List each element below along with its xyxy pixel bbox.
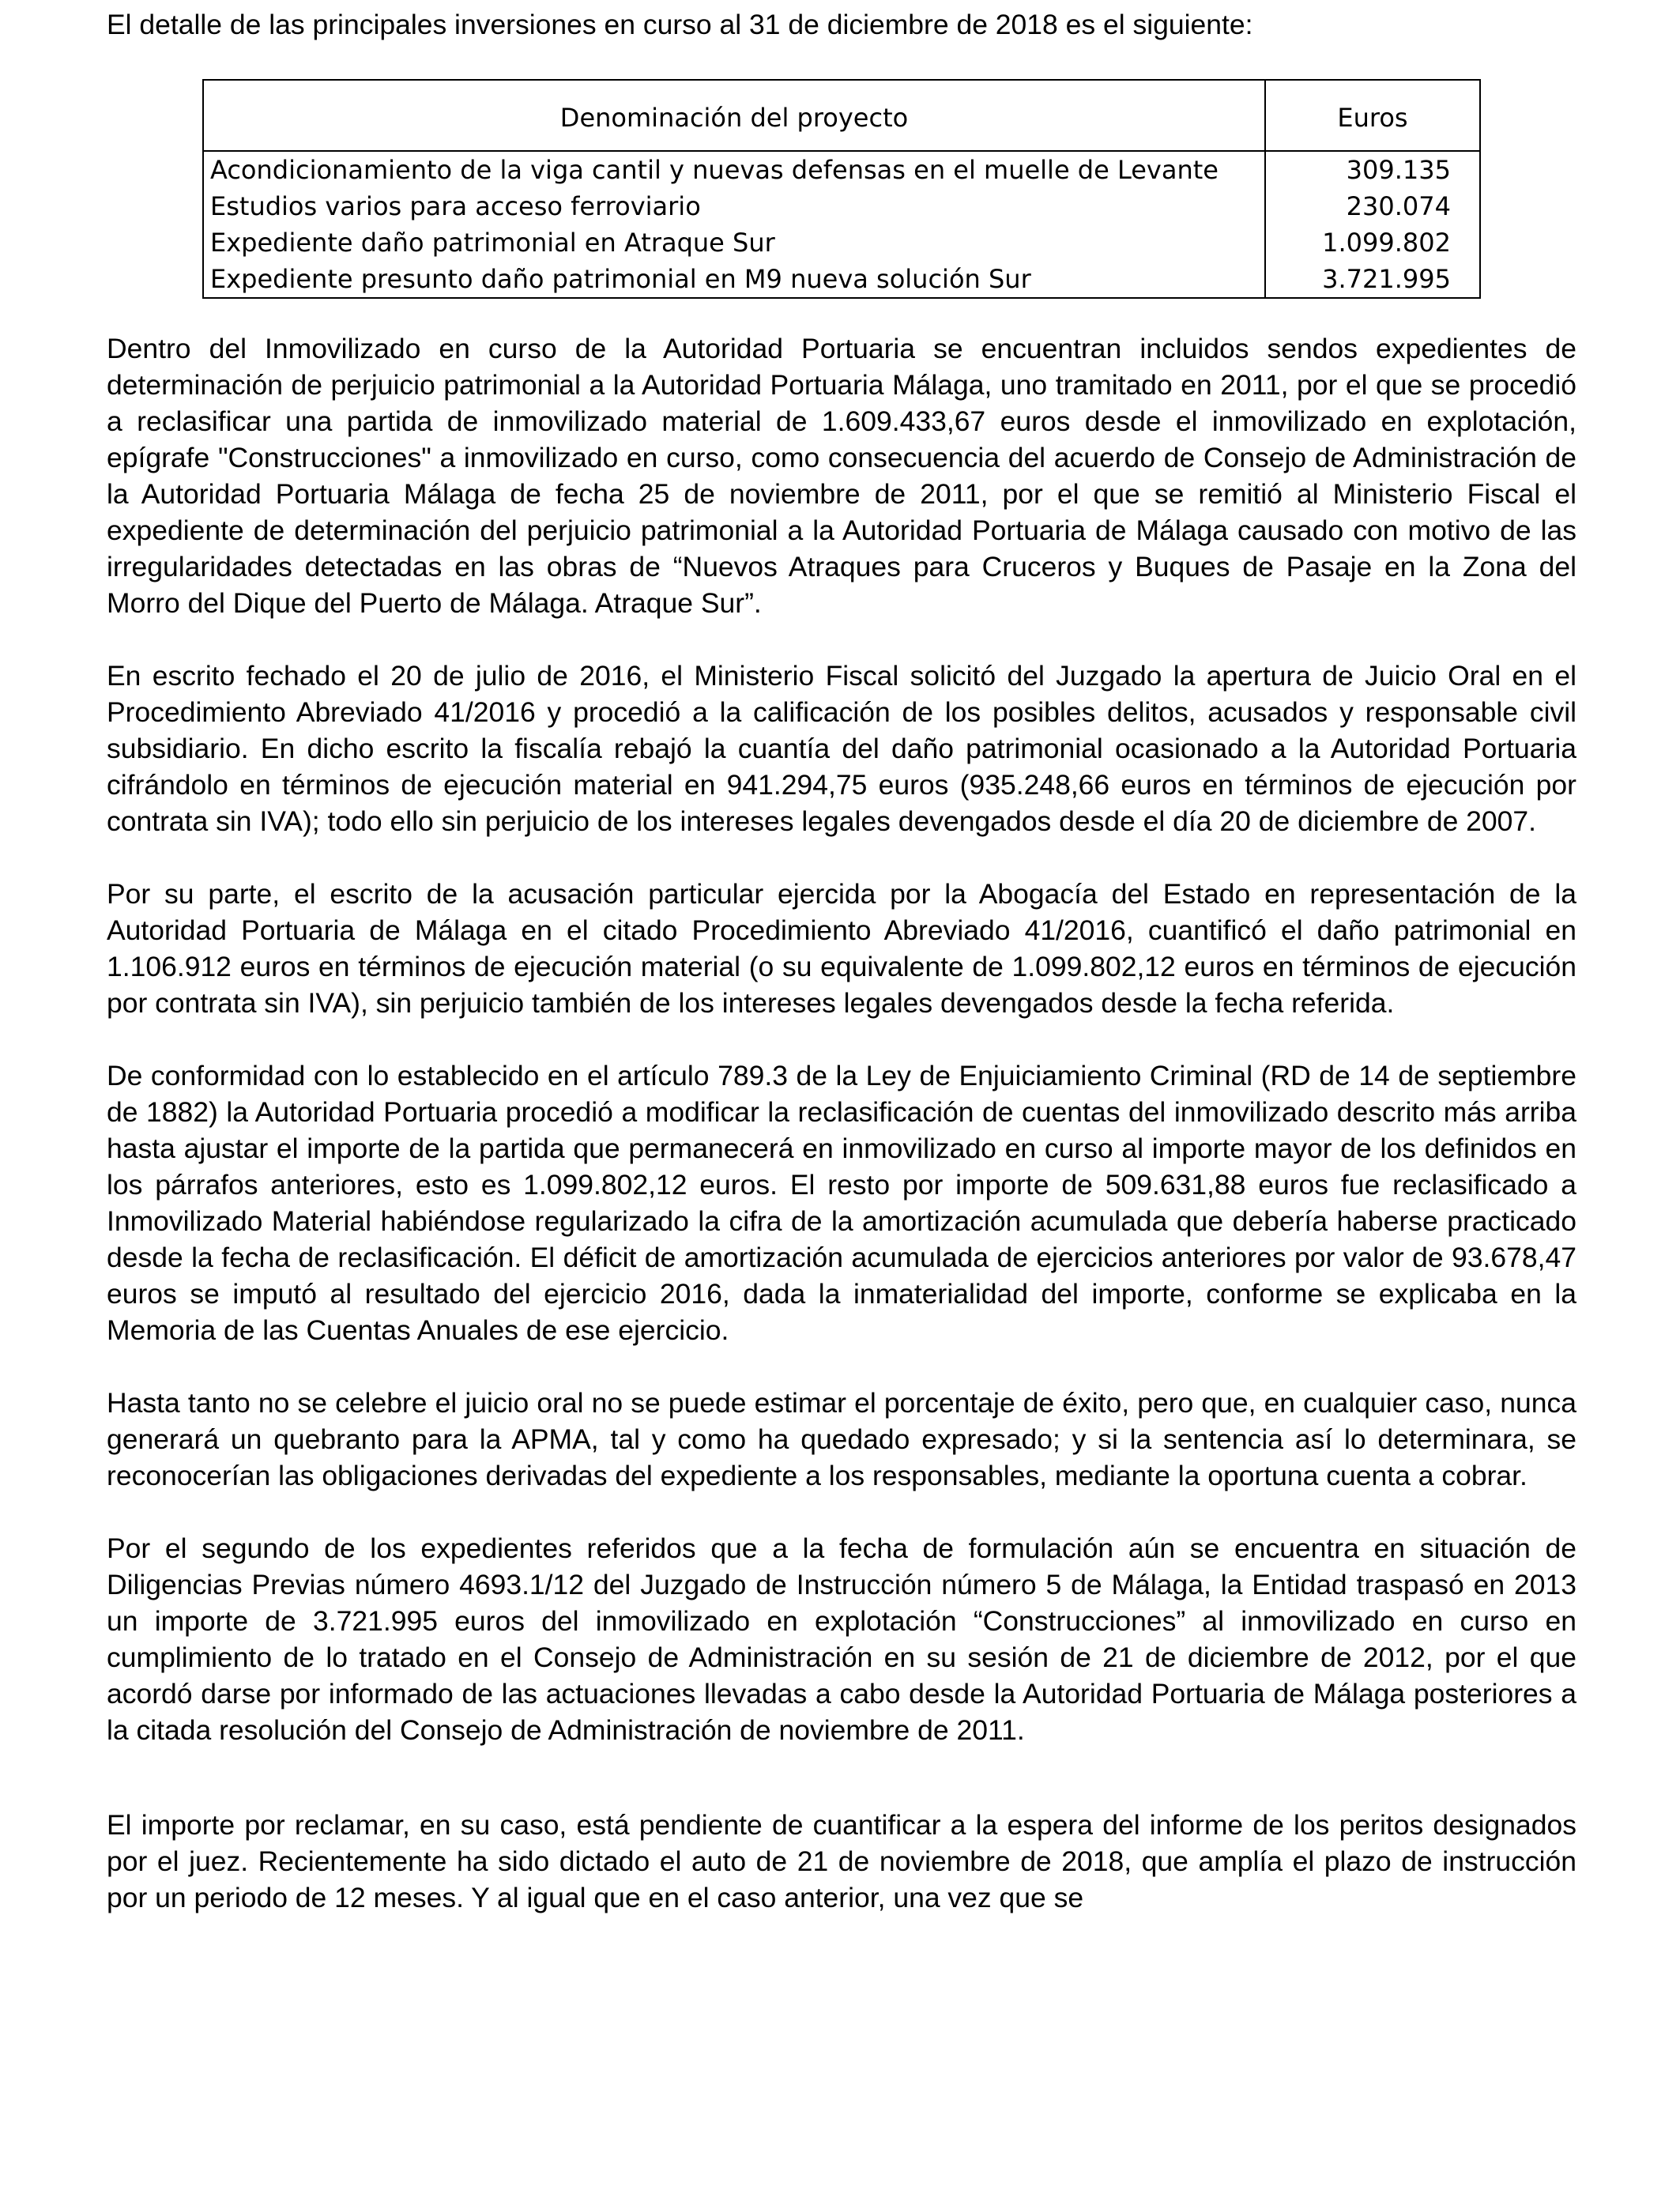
paragraph: Por su parte, el escrito de la acusación particular ejercida por la Abogacía del Estado en representación de la Autoridad Portuaria de Málaga en el citado Procedimiento Abreviado 41/2016, cuantificó el daño patrimonial en 1.106.912 euros en términos de ejecución material (o su equivalente de 1.099.802,12 euros en términos de ejecución por contrata sin IVA), sin perjuicio también de los intereses legales devengados desde la fecha referida.	[107, 878, 1576, 1019]
header-euros: Euros	[1265, 80, 1480, 151]
body-text	[107, 330, 1576, 1952]
project-name: Acondicionamiento de la viga cantil y nuevas defensas en el muelle de Levante	[203, 151, 1265, 188]
project-name: Expediente daño patrimonial en Atraque Sur	[203, 224, 1265, 261]
project-amount: 309.135	[1265, 151, 1480, 188]
project-name: Estudios varios para acceso ferroviario	[203, 188, 1265, 224]
header-project-name: Denominación del proyecto	[203, 80, 1265, 151]
paragraph: En escrito fechado el 20 de julio de 2016, el Ministerio Fiscal solicitó del Juzgado la apertura de Juicio Oral en el Procedimiento Abreviado 41/2016 y procedió a la calificación de los posibles delitos, acusados y responsable civil subsidiario. En dicho escrito la fiscalía rebajó la cuantía del daño patrimonial ocasionado a la Autoridad Portuaria cifrándolo en términos de ejecución material en 941.294,75 euros (935.248,66 euros en términos de ejecución por contrata sin IVA); todo ello sin perjuicio de los intereses legales devengados desde el día 20 de diciembre de 2007.	[107, 660, 1576, 837]
paragraph: Hasta tanto no se celebre el juicio oral no se puede estimar el porcentaje de éxito, pero que, en cualquier caso, nunca generará un quebranto para la APMA, tal y como ha quedado expresado; y si la sentencia así lo determinara, se reconocerían las obligaciones derivadas del expediente a los responsables, mediante la oportuna cuenta a cobrar.	[107, 1387, 1576, 1491]
table-header-row	[203, 80, 1480, 151]
project-name: Expediente presunto daño patrimonial en M9 nueva solución Sur	[203, 261, 1265, 298]
project-amount: 230.074	[1265, 188, 1480, 224]
table-row	[203, 224, 1480, 261]
paragraph: De conformidad con lo establecido en el artículo 789.3 de la Ley de Enjuiciamiento Criminal (RD de 14 de septiembre de 1882) la Autoridad Portuaria procedió a modificar la reclasificación de cuentas del inmovilizado descrito más arriba hasta ajustar el importe de la partida que permanecerá en inmovilizado en curso al importe mayor de los definidos en los párrafos anteriores, esto es 1.099.802,12 euros. El resto por importe de 509.631,88 euros fue reclasificado a Inmovilizado Material habiéndose regularizado la cifra de la amortización acumulada que debería haberse practicado desde la fecha de reclasificación. El déficit de amortización acumulada de ejercicios anteriores por valor de 93.678,47 euros se imputó al resultado del ejercicio 2016, dada la inmaterialidad del importe, conforme se explicaba en la Memoria de las Cuentas Anuales de ese ejercicio.	[107, 1060, 1576, 1346]
project-amount: 3.721.995	[1265, 261, 1480, 298]
intro-text: El detalle de las principales inversiones en curso al 31 de diciembre de 2018 es el siguiente:	[107, 9, 1253, 40]
paragraph: Dentro del Inmovilizado en curso de la Autoridad Portuaria se encuentran incluidos sendos expedientes de determinación de perjuicio patrimonial a la Autoridad Portuaria Málaga, uno tramitado en 2011, por el que se procedió a reclasificar una partida de inmovilizado material de 1.609.433,67 euros desde el inmovilizado en explotación, epígrafe "Construcciones" a inmovilizado en curso, como consecuencia del acuerdo de Consejo de Administración de la Autoridad Portuaria Málaga de fecha 25 de noviembre de 2011, por el que se remitió al Ministerio Fiscal el expediente de determinación del perjuicio patrimonial a la Autoridad Portuaria de Málaga causado con motivo de las irregularidades detectadas en las obras de “Nuevos Atraques para Cruceros y Buques de Pasaje en la Zona del Morro del Dique del Puerto de Málaga. Atraque Sur”.	[107, 333, 1576, 619]
project-amount: 1.099.802	[1265, 224, 1480, 261]
investments-table	[202, 79, 1481, 299]
paragraph: El importe por reclamar, en su caso, está pendiente de cuantificar a la espera del informe de los peritos designados por el juez. Recientemente ha sido dictado el auto de 21 de noviembre de 2018, que amplía el plazo de instrucción por un periodo de 12 meses. Y al igual que en el caso anterior, una vez que se	[107, 1809, 1576, 1913]
paragraph: Por el segundo de los expedientes referidos que a la fecha de formulación aún se encuentra en situación de Diligencias Previas número 4693.1/12 del Juzgado de Instrucción número 5 de Málaga, la Entidad traspasó en 2013 un importe de 3.721.995 euros del inmovilizado en explotación “Construcciones” al inmovilizado en curso en cumplimiento de lo tratado en el Consejo de Administración en su sesión de 21 de diciembre de 2012, por el que acordó darse por informado de las actuaciones llevadas a cabo desde la Autoridad Portuaria de Málaga posteriores a la citada resolución del Consejo de Administración de noviembre de 2011.	[107, 1532, 1576, 1746]
table-row	[203, 151, 1480, 188]
table-row	[203, 188, 1480, 224]
table-row	[203, 261, 1480, 298]
